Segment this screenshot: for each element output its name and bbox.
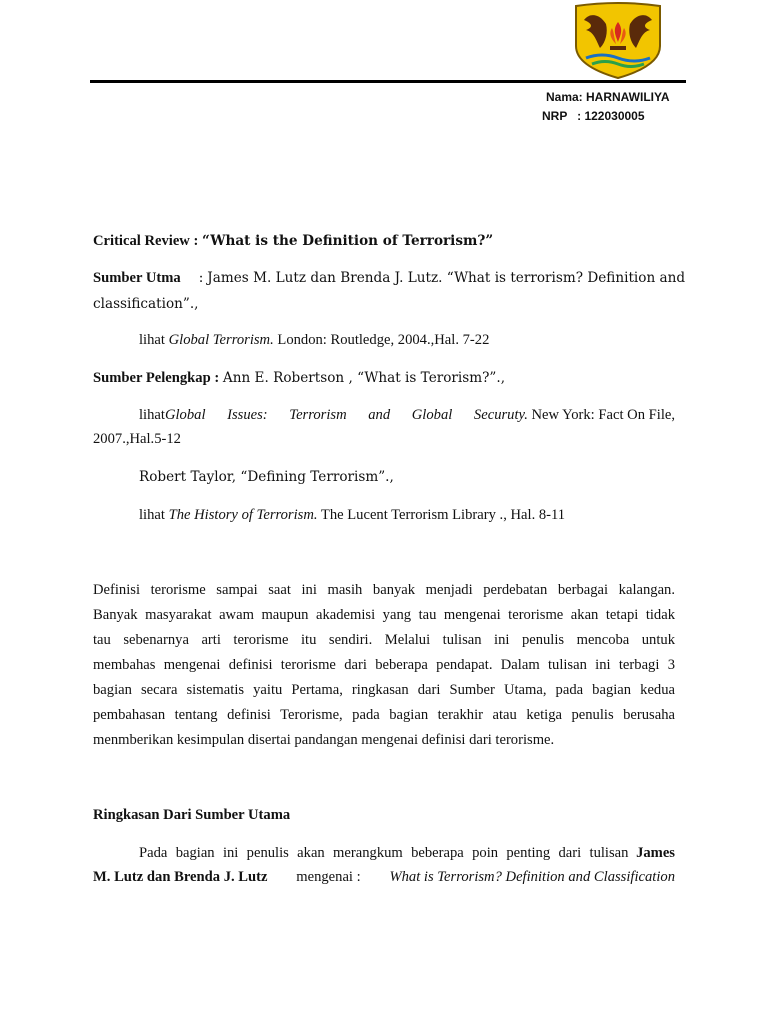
student-identity (542, 88, 670, 126)
intro-paragraph: Definisi terorisme sampai saat ini masih banyak menjadi perdebatan berbagai kalangan. Banyak masyarakat awam maupun akademisi yang tau mengenai terorisme akan tetapi tidak tau sebenarnya arti terorisme itu sendiri. Melalui tulisan ini penulis mencoba untuk membahas mengenai definisi terorisme dari beberapa pendapat. Dalam tulisan ini terbagi 3 bagian secara sistematis yaitu Pertama, ringkasan dari Sumber Utama, pada bagian kedua pembahasan tentang definisi Terorisme, pada bagian terakhir atau ketiga penulis berusaha menmberikan kesimpulan disertai pandangan mengenai definisi dari terorisme. (93, 582, 675, 748)
sumber-pelengkap-lihat1-line2: 2007.,Hal.5-12 (93, 431, 181, 447)
student-nrp: NRP : 122030005 (542, 109, 645, 123)
sumber-utama-line2: classification”., (93, 296, 199, 312)
sumber-pelengkap-line1: Sumber Pelengkap : Ann E. Robertson , “What is Terorism?”., (93, 370, 506, 386)
sumber-utama-line1: Sumber Utma : James M. Lutz dan Brenda J. Lutz. “What is terrorism? Definition and (93, 270, 686, 286)
student-name: Nama: HARNAWILIYA (546, 90, 670, 104)
university-logo (572, 2, 664, 80)
summary-paragraph-line2: M. Lutz dan Brenda J. Lutz mengenai : What is Terrorism? Definition and Classification (93, 869, 675, 885)
document-title: Critical Review : “What is the Definition of Terrorism?” (93, 233, 494, 249)
sumber-pelengkap-lihat2: lihat The History of Terrorism. The Lucent Terrorism Library ., Hal. 8-11 (139, 507, 566, 523)
section-heading: Ringkasan Dari Sumber Utama (93, 807, 291, 823)
summary-paragraph-line1: Pada bagian ini penulis akan merangkum beberapa poin penting dari tulisan James (139, 845, 675, 861)
sumber-utama-lihat: lihat Global Terrorism. London: Routledge, 2004.,Hal. 7-22 (139, 332, 490, 348)
sumber-pelengkap-lihat1: lihat Global Issues: Terrorism and Global Securuty. New York: Fact On File, (139, 407, 675, 423)
sumber-pelengkap-ref2: Robert Taylor, “Defining Terrorism”., (139, 469, 394, 485)
header-rule (90, 80, 686, 83)
